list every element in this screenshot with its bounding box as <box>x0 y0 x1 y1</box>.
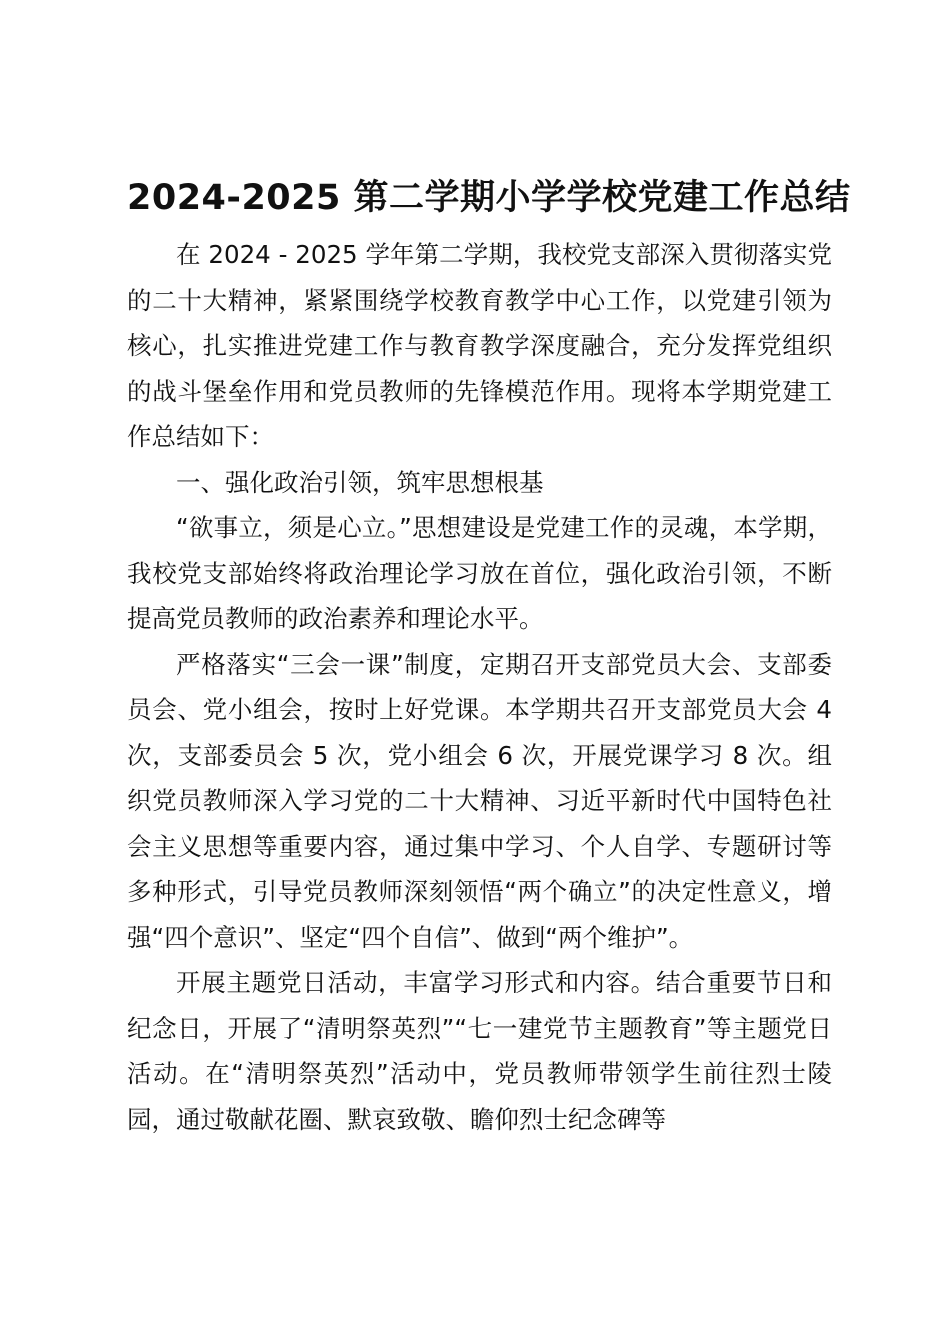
document-title: 2024-2025 第二学期小学学校党建工作总结 <box>127 178 851 218</box>
section-heading: 一、强化政治引领，筑牢思想根基 <box>176 467 544 497</box>
section-paragraph-2: 严格落实“三会一课”制度，定期召开支部党员大会、支部委员会、党小组会，按时上好党课。本学期共召开支部党员大会 4 次，支部委员会 5 次，党小组会 6 次，开展党课学习 8 次。组织党员教师深入学习党的二十大精神、习近平新时代中国特色社会主义思想等重要内容，通过集中学习、个人自学、专题研讨等多种形式，引导党员教师深刻领悟“两个确立”的决定性意义，增强“四个意识”、坚定“四个自信”、做到“两个维护”。 <box>127 649 832 952</box>
section-paragraph-3: 开展主题党日活动，丰富学习形式和内容。结合重要节日和纪念日，开展了“清明祭英烈”“七一建党节主题教育”等主题党日活动。在“清明祭英烈”活动中，党员教师带领学生前往烈士陵园，通过敬献花圈、默哀致敬、瞻仰烈士纪念碑等 <box>127 968 832 1134</box>
section-paragraph-1: “欲事立，须是心立。”思想建设是党建工作的灵魂，本学期，我校党支部始终将政治理论学习放在首位，强化政治引领，不断提高党员教师的政治素养和理论水平。 <box>127 513 832 633</box>
intro-paragraph: 在 2024 - 2025 学年第二学期，我校党支部深入贯彻落实党的二十大精神，紧紧围绕学校教育教学中心工作，以党建引领为核心，扎实推进党建工作与教育教学深度融合，充分发挥党组织的战斗堡垒作用和党员教师的先锋模范作用。现将本学期党建工作总结如下： <box>127 240 832 451</box>
document-page <box>127 170 851 1142</box>
